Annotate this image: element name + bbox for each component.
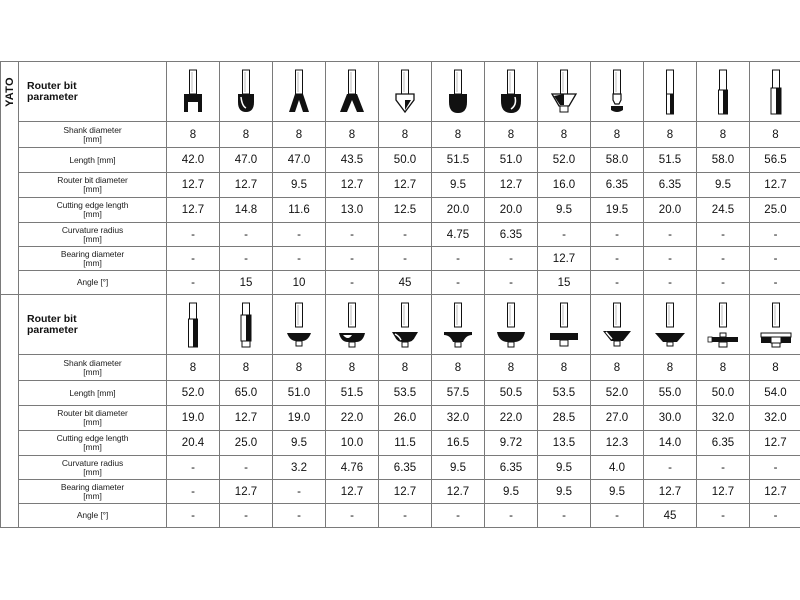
spec-value: 20.0 bbox=[432, 198, 485, 223]
spec-value: 52.0 bbox=[167, 381, 220, 406]
spec-value: 14.8 bbox=[220, 198, 273, 223]
spec-value: - bbox=[220, 504, 273, 528]
spec-value: 14.0 bbox=[644, 431, 697, 456]
spec-value: 11.6 bbox=[273, 198, 326, 223]
spec-value: 57.5 bbox=[432, 381, 485, 406]
spec-value: 54.0 bbox=[750, 381, 800, 406]
spec-value: 20.4 bbox=[167, 431, 220, 456]
spec-value: 50.0 bbox=[697, 381, 750, 406]
spec-value: 12.3 bbox=[591, 431, 644, 456]
spec-row-label: Shank diameter [mm] bbox=[19, 122, 167, 148]
spec-value: 12.5 bbox=[379, 198, 432, 223]
spec-value: - bbox=[326, 504, 379, 528]
spec-value: 9.5 bbox=[432, 456, 485, 480]
straight-bit-medium-icon bbox=[697, 62, 750, 122]
spec-row-label: Length [mm] bbox=[19, 381, 167, 406]
brand-logo-cell bbox=[1, 62, 19, 295]
spec-row bbox=[1, 480, 800, 504]
roman-ogee-bit-icon bbox=[379, 295, 432, 355]
spec-value: 12.7 bbox=[220, 480, 273, 504]
spec-value: 12.7 bbox=[167, 198, 220, 223]
spec-value: 22.0 bbox=[326, 406, 379, 431]
spec-value: 8 bbox=[432, 122, 485, 148]
spec-value: 12.7 bbox=[379, 480, 432, 504]
roundover-large-bit-icon bbox=[485, 295, 538, 355]
spec-value: - bbox=[432, 247, 485, 271]
spec-value: - bbox=[538, 223, 591, 247]
spec-value: 15 bbox=[220, 271, 273, 295]
spec-value: 4.76 bbox=[326, 456, 379, 480]
spec-value: - bbox=[167, 456, 220, 480]
spec-value: 13.5 bbox=[538, 431, 591, 456]
straight-bit-long-icon bbox=[167, 295, 220, 355]
spec-value: 30.0 bbox=[644, 406, 697, 431]
slot-cutter-bit-wide-icon bbox=[750, 295, 800, 355]
spec-value: 45 bbox=[379, 271, 432, 295]
spec-value: 53.5 bbox=[538, 381, 591, 406]
rabbeting-bit-icon bbox=[538, 295, 591, 355]
spec-row bbox=[1, 173, 800, 198]
spec-value: 8 bbox=[167, 122, 220, 148]
spec-value: 51.5 bbox=[432, 148, 485, 173]
chamfer-bearing-bit-icon bbox=[591, 295, 644, 355]
spec-value: 52.0 bbox=[591, 381, 644, 406]
spec-value: 42.0 bbox=[167, 148, 220, 173]
spec-value: 25.0 bbox=[220, 431, 273, 456]
spec-value: 9.72 bbox=[485, 431, 538, 456]
spec-value: 52.0 bbox=[538, 148, 591, 173]
cove-bearing-bit-icon bbox=[432, 295, 485, 355]
bowl-cove-bit-icon bbox=[220, 62, 273, 122]
slot-cutter-bit-icon bbox=[697, 295, 750, 355]
straight-bit-large-icon bbox=[750, 62, 800, 122]
spec-value: 9.5 bbox=[591, 480, 644, 504]
spec-value: - bbox=[432, 504, 485, 528]
spec-value: 12.7 bbox=[538, 247, 591, 271]
spec-value: 11.5 bbox=[379, 431, 432, 456]
spec-value: 12.7 bbox=[167, 173, 220, 198]
spec-row-label: Curvature radius [mm] bbox=[19, 456, 167, 480]
spec-value: 50.5 bbox=[485, 381, 538, 406]
spec-value: - bbox=[750, 456, 800, 480]
spec-row bbox=[1, 271, 800, 295]
straight-bit-small-icon bbox=[644, 62, 697, 122]
spec-value: 20.0 bbox=[485, 198, 538, 223]
spec-value: 9.5 bbox=[697, 173, 750, 198]
spec-row bbox=[1, 355, 800, 381]
spec-value: 6.35 bbox=[644, 173, 697, 198]
spec-value: 9.5 bbox=[485, 480, 538, 504]
spec-value: - bbox=[697, 247, 750, 271]
spec-value: - bbox=[273, 480, 326, 504]
spec-value: 6.35 bbox=[485, 456, 538, 480]
spec-value: - bbox=[591, 247, 644, 271]
spec-value: 8 bbox=[750, 355, 800, 381]
spec-value: 8 bbox=[644, 122, 697, 148]
spec-value: - bbox=[697, 504, 750, 528]
spec-value: 8 bbox=[538, 122, 591, 148]
spec-value: - bbox=[644, 271, 697, 295]
spec-value: 9.5 bbox=[273, 431, 326, 456]
spec-value: 32.0 bbox=[432, 406, 485, 431]
spec-value: - bbox=[697, 271, 750, 295]
straight-plunge-bit-icon bbox=[167, 62, 220, 122]
spec-value: - bbox=[167, 271, 220, 295]
spec-value: 6.35 bbox=[591, 173, 644, 198]
spec-row-label: Bearing diameter [mm] bbox=[19, 480, 167, 504]
spec-value: 6.35 bbox=[379, 456, 432, 480]
spec-value: 8 bbox=[591, 122, 644, 148]
flush-trim-bearing-bit-icon bbox=[220, 295, 273, 355]
router-bit-table bbox=[0, 61, 800, 528]
spec-value: 58.0 bbox=[697, 148, 750, 173]
spec-value: 9.5 bbox=[432, 173, 485, 198]
spec-value: 56.5 bbox=[750, 148, 800, 173]
spec-value: 8 bbox=[591, 355, 644, 381]
spec-row-label: Curvature radius [mm] bbox=[19, 223, 167, 247]
spec-value: 9.5 bbox=[273, 173, 326, 198]
spec-row-label: Angle [°] bbox=[19, 271, 167, 295]
spec-row-label: Bearing diameter [mm] bbox=[19, 247, 167, 271]
spec-value: 16.0 bbox=[538, 173, 591, 198]
spec-value: 53.5 bbox=[379, 381, 432, 406]
spec-row bbox=[1, 381, 800, 406]
spec-value: 12.7 bbox=[750, 431, 800, 456]
spec-value: - bbox=[750, 504, 800, 528]
spec-value: 8 bbox=[326, 122, 379, 148]
spec-value: 8 bbox=[750, 122, 800, 148]
spec-value: 45 bbox=[644, 504, 697, 528]
dovetail-bit-wide-icon bbox=[326, 62, 379, 122]
spec-value: 24.5 bbox=[697, 198, 750, 223]
spec-value: 26.0 bbox=[379, 406, 432, 431]
spec-value: - bbox=[750, 223, 800, 247]
spec-row-label: Cutting edge length [mm] bbox=[19, 431, 167, 456]
spec-value: - bbox=[167, 223, 220, 247]
spec-value: - bbox=[644, 456, 697, 480]
spec-value: 8 bbox=[273, 355, 326, 381]
dovetail-bit-icon bbox=[273, 62, 326, 122]
spec-value: 22.0 bbox=[485, 406, 538, 431]
chamfer-bit-icon bbox=[538, 62, 591, 122]
spec-value: 47.0 bbox=[273, 148, 326, 173]
spec-value: - bbox=[591, 504, 644, 528]
spec-value: - bbox=[379, 247, 432, 271]
spec-value: 8 bbox=[697, 122, 750, 148]
table1-icon-row bbox=[1, 62, 800, 122]
spec-value: 13.0 bbox=[326, 198, 379, 223]
spec-value: - bbox=[220, 456, 273, 480]
table2-header: Router bit parameter bbox=[19, 295, 167, 355]
v-groove-bit-icon bbox=[379, 62, 432, 122]
spec-value: 32.0 bbox=[750, 406, 800, 431]
spec-value: - bbox=[273, 504, 326, 528]
spec-row bbox=[1, 431, 800, 456]
spec-value: - bbox=[644, 223, 697, 247]
spec-value: 19.0 bbox=[273, 406, 326, 431]
keyhole-bit-icon bbox=[591, 62, 644, 122]
spec-value: 28.5 bbox=[538, 406, 591, 431]
spec-value: - bbox=[379, 223, 432, 247]
spec-value: 9.5 bbox=[538, 456, 591, 480]
spec-value: - bbox=[167, 247, 220, 271]
spec-value: 4.75 bbox=[432, 223, 485, 247]
spec-value: - bbox=[220, 247, 273, 271]
spec-value: 8 bbox=[326, 355, 379, 381]
beading-bit-icon bbox=[326, 295, 379, 355]
spec-value: 6.35 bbox=[697, 431, 750, 456]
spec-value: - bbox=[167, 504, 220, 528]
spec-value: - bbox=[697, 223, 750, 247]
spec-value: 32.0 bbox=[697, 406, 750, 431]
spec-value: 12.7 bbox=[432, 480, 485, 504]
roundover-bit-icon bbox=[273, 295, 326, 355]
spec-value: 16.5 bbox=[432, 431, 485, 456]
spec-row bbox=[1, 406, 800, 431]
spec-row-label: Angle [°] bbox=[19, 504, 167, 528]
table1-header: Router bit parameter bbox=[19, 62, 167, 122]
spec-value: - bbox=[273, 223, 326, 247]
spec-row bbox=[1, 198, 800, 223]
spec-value: - bbox=[485, 504, 538, 528]
spec-value: 12.7 bbox=[220, 173, 273, 198]
spec-value: 6.35 bbox=[485, 223, 538, 247]
spec-row bbox=[1, 122, 800, 148]
spec-value: 8 bbox=[220, 355, 273, 381]
spec-value: 8 bbox=[167, 355, 220, 381]
spec-value: 12.7 bbox=[644, 480, 697, 504]
spec-row-label: Length [mm] bbox=[19, 148, 167, 173]
cove-large-bit-icon bbox=[644, 295, 697, 355]
spec-value: 51.5 bbox=[644, 148, 697, 173]
spec-value: 25.0 bbox=[750, 198, 800, 223]
spec-value: 20.0 bbox=[644, 198, 697, 223]
spec-value: - bbox=[750, 271, 800, 295]
brand-spacer-cell bbox=[1, 295, 19, 528]
spec-value: 8 bbox=[273, 122, 326, 148]
spec-value: 8 bbox=[538, 355, 591, 381]
spec-value: - bbox=[538, 504, 591, 528]
spec-value: 10.0 bbox=[326, 431, 379, 456]
spec-value: 8 bbox=[644, 355, 697, 381]
spec-value: 9.5 bbox=[538, 480, 591, 504]
spec-value: 8 bbox=[220, 122, 273, 148]
spec-row-label: Router bit diameter [mm] bbox=[19, 406, 167, 431]
spec-row-label: Shank diameter [mm] bbox=[19, 355, 167, 381]
spec-value: 12.7 bbox=[750, 480, 800, 504]
spec-value: 9.5 bbox=[538, 198, 591, 223]
spec-value: - bbox=[432, 271, 485, 295]
spec-value: - bbox=[750, 247, 800, 271]
spec-value: 12.7 bbox=[220, 406, 273, 431]
spec-value: - bbox=[697, 456, 750, 480]
table2-icon-row bbox=[1, 295, 800, 355]
spec-value: 4.0 bbox=[591, 456, 644, 480]
spec-value: - bbox=[485, 271, 538, 295]
spec-value: 12.7 bbox=[326, 173, 379, 198]
spec-value: - bbox=[379, 504, 432, 528]
spec-value: - bbox=[644, 247, 697, 271]
spec-value: 12.7 bbox=[379, 173, 432, 198]
spec-row bbox=[1, 148, 800, 173]
spec-value: 51.0 bbox=[273, 381, 326, 406]
spec-row bbox=[1, 456, 800, 480]
spec-value: 19.5 bbox=[591, 198, 644, 223]
spec-value: 43.5 bbox=[326, 148, 379, 173]
spec-value: 8 bbox=[432, 355, 485, 381]
spec-value: - bbox=[326, 271, 379, 295]
spec-value: 50.0 bbox=[379, 148, 432, 173]
spec-value: - bbox=[220, 223, 273, 247]
spec-row-label: Cutting edge length [mm] bbox=[19, 198, 167, 223]
spec-row bbox=[1, 223, 800, 247]
spec-value: - bbox=[485, 247, 538, 271]
spec-value: 58.0 bbox=[591, 148, 644, 173]
spec-value: - bbox=[591, 271, 644, 295]
spec-value: - bbox=[591, 223, 644, 247]
brand-logo: YATO bbox=[3, 77, 16, 107]
core-box-bit-icon bbox=[432, 62, 485, 122]
spec-value: 12.7 bbox=[485, 173, 538, 198]
spec-value: 19.0 bbox=[167, 406, 220, 431]
spec-row bbox=[1, 247, 800, 271]
spec-value: 51.5 bbox=[326, 381, 379, 406]
spec-value: 15 bbox=[538, 271, 591, 295]
spec-value: - bbox=[326, 223, 379, 247]
spec-row-label: Router bit diameter [mm] bbox=[19, 173, 167, 198]
spec-row bbox=[1, 504, 800, 528]
spec-value: 12.7 bbox=[697, 480, 750, 504]
spec-value: 8 bbox=[485, 355, 538, 381]
spec-value: 47.0 bbox=[220, 148, 273, 173]
spec-value: - bbox=[273, 247, 326, 271]
spec-value: 51.0 bbox=[485, 148, 538, 173]
spec-value: 55.0 bbox=[644, 381, 697, 406]
spec-value: 8 bbox=[697, 355, 750, 381]
router-bit-spec-sheet bbox=[0, 61, 799, 528]
spec-value: 12.7 bbox=[326, 480, 379, 504]
spec-value: - bbox=[326, 247, 379, 271]
spec-value: 65.0 bbox=[220, 381, 273, 406]
spec-value: 8 bbox=[485, 122, 538, 148]
spec-value: 8 bbox=[379, 355, 432, 381]
round-nose-bit-icon bbox=[485, 62, 538, 122]
spec-value: 27.0 bbox=[591, 406, 644, 431]
spec-value: 3.2 bbox=[273, 456, 326, 480]
spec-value: 10 bbox=[273, 271, 326, 295]
spec-value: - bbox=[167, 480, 220, 504]
spec-value: 8 bbox=[379, 122, 432, 148]
spec-value: 12.7 bbox=[750, 173, 800, 198]
